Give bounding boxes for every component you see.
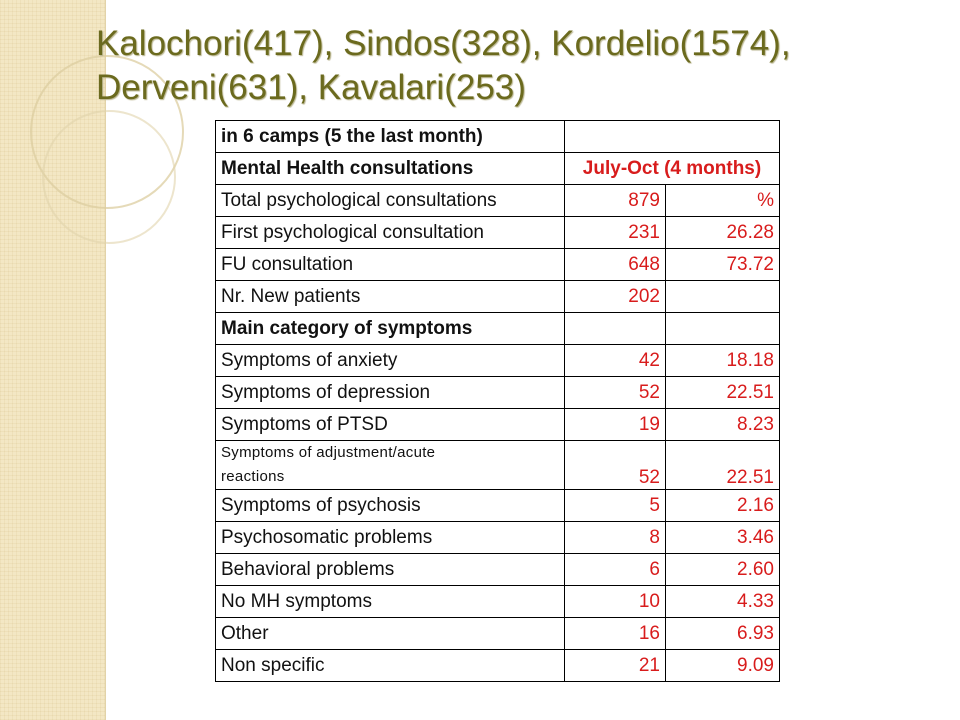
row-percent [666, 281, 780, 313]
decorative-ring [42, 110, 176, 244]
row-label: Behavioral problems [216, 554, 565, 586]
table-row [216, 153, 780, 185]
row-label: FU consultation [216, 249, 565, 281]
row-percent: 3.46 [666, 522, 780, 554]
row-percent: % [666, 185, 780, 217]
table-row [216, 217, 780, 249]
camps-header-cell: in 6 camps (5 the last month) [216, 121, 565, 153]
row-label: Total psychological consultations [216, 185, 565, 217]
row-count: 52 [565, 377, 666, 409]
table-row [216, 185, 780, 217]
row-label [216, 441, 565, 490]
table-row [216, 121, 780, 153]
row-label: First psychological consultation [216, 217, 565, 249]
row-label: No MH symptoms [216, 586, 565, 618]
slide-title-line-1: Kalochori(417), Sindos(328), Kordelio(1574), [96, 24, 791, 63]
table-row [216, 249, 780, 281]
row-percent: 2.16 [666, 490, 780, 522]
row-count: 648 [565, 249, 666, 281]
table-row [216, 377, 780, 409]
row-count: 879 [565, 185, 666, 217]
row-label: Other [216, 618, 565, 650]
empty-cell [565, 121, 780, 153]
row-count: 21 [565, 650, 666, 682]
table-row [216, 522, 780, 554]
table-row [216, 650, 780, 682]
row-count: 52 [565, 441, 666, 490]
row-count: 202 [565, 281, 666, 313]
row-label: Nr. New patients [216, 281, 565, 313]
row-count: 19 [565, 409, 666, 441]
row-label: Symptoms of anxiety [216, 345, 565, 377]
row-label: Symptoms of psychosis [216, 490, 565, 522]
row-count: 6 [565, 554, 666, 586]
symptoms-header-cell: Main category of symptoms [216, 313, 565, 345]
table-row [216, 345, 780, 377]
row-label: Symptoms of PTSD [216, 409, 565, 441]
table-row [216, 441, 780, 490]
table-row [216, 618, 780, 650]
row-percent: 2.60 [666, 554, 780, 586]
table-row [216, 554, 780, 586]
row-percent: 73.72 [666, 249, 780, 281]
mental-health-table [215, 120, 780, 682]
row-label: Symptoms of depression [216, 377, 565, 409]
row-count: 16 [565, 618, 666, 650]
row-percent: 6.93 [666, 618, 780, 650]
row-label: Non specific [216, 650, 565, 682]
row-percent: 26.28 [666, 217, 780, 249]
row-percent: 22.51 [666, 377, 780, 409]
row-percent: 4.33 [666, 586, 780, 618]
row-count: 10 [565, 586, 666, 618]
table-row [216, 409, 780, 441]
row-label-line-2: reactions [221, 468, 285, 485]
mh-consultations-header-cell: Mental Health consultations [216, 153, 565, 185]
row-count: 5 [565, 490, 666, 522]
row-count: 231 [565, 217, 666, 249]
slide-title [96, 22, 936, 110]
row-count: 42 [565, 345, 666, 377]
table-row [216, 281, 780, 313]
slide-title-line-2: Derveni(631), Kavalari(253) [96, 68, 526, 107]
row-percent: 9.09 [666, 650, 780, 682]
row-label-line-1: Symptoms of adjustment/acute [221, 444, 436, 461]
row-count: 8 [565, 522, 666, 554]
empty-cell [565, 313, 666, 345]
table-row [216, 586, 780, 618]
table-row [216, 313, 780, 345]
row-percent: 8.23 [666, 409, 780, 441]
period-header-cell: July-Oct (4 months) [565, 153, 780, 185]
empty-cell [666, 313, 780, 345]
row-percent: 18.18 [666, 345, 780, 377]
table-row [216, 490, 780, 522]
row-percent: 22.51 [666, 441, 780, 490]
row-label: Psychosomatic problems [216, 522, 565, 554]
